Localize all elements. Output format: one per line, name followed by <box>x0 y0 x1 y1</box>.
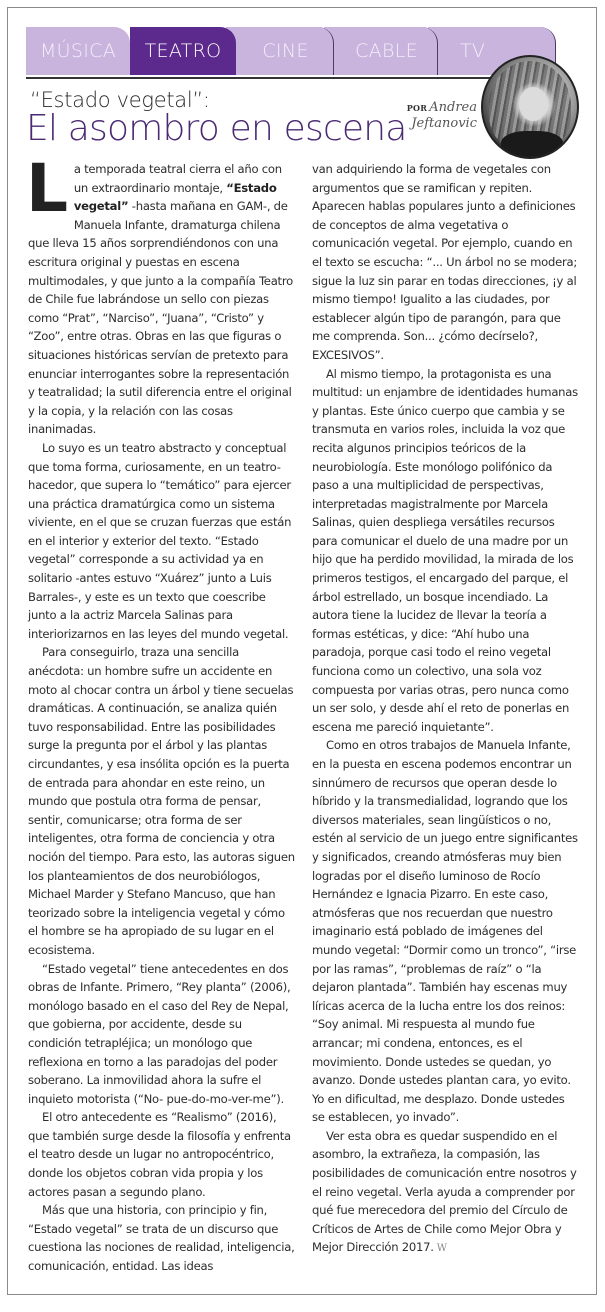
paragraph-8: Como en otros trabajos de Manuela Infante, en la puesta en escena podemos encontrar un sinnúmero de recursos que operan desde lo híbrido y la transmedialidad, logrando que los diversos materiales, sean lingüísticos o no, estén al servicio de un juego entre significantes y significados, creando atmósferas muy bien logradas por el diseño luminoso de Rocío Hernández e Ignacia Pizarro. En este caso, atmósferas que nos recuerdan que nuestro imaginario está poblado de imágenes del mundo vegetal: “Dormir como un tronco”, “irse por las ramas”, “problemas de raíz” o “la dejaron plantada”. También hay escenas muy líricas acerca de la lucha entre los dos reinos: “Soy animal. Mi respuesta al mundo fue arrancar; mi condena, entonces, es el movimiento. Donde ustedes se quedan, yo avanzo. Donde ustedes plantan cara, yo evito. Yo en dificultad, me desplazo. Donde ustedes se establecen, yo invado”. <box>312 738 578 1125</box>
paragraph-4: “Estado vegetal” tiene antecedentes en dos obras de Infante. Primero, “Rey planta” (2006), monólogo basado en el caso del Rey de Nepal, que gobierna, por accidente, desde su condición tetrapléjica; un monólogo que reflexiona en torno a las paradojas del poder soberano. La inmovilidad ahora la sufre el inquieto motorista (“No- pue-do-mo-ver-me”). <box>28 961 291 1106</box>
paragraph-text: a temporada teatral cierra el año con un extraordinario montaje, <box>73 162 282 195</box>
paragraph-7: Al mismo tiempo, la protagonista es una multitud: un enjambre de identidades humanas y plantas. Este único cuerpo que cambia y se transmuta en varios roles, incluida la voz que recita algunos principios teóricos de la neurobiología. Este monólogo polifónico da paso a una multiplicidad de perspectivas, interpretadas magistralmente por Marcela Salinas, quien despliega versátiles recursos para comunicar el duelo de una madre por un hijo que ha perdido movilidad, la mirada de los primeros testigos, el encargado del parque, el árbol estrellado, un bosque incendiado. La autora tiene la lucidez de llevar la teoría a formas estéticas, y dice: “Ahí hubo una paradoja, porque casi todo el reino vegetal funciona como un colectivo, una sola voz compuesta por varias otras, pero nunca como un ser solo, y desde ahí el reto de ponerlas en escena me pareció inquietante”. <box>312 366 578 734</box>
paragraph-3: Para conseguirlo, traza una sencilla anécdota: un hombre sufre un accidente en moto al chocar contra un árbol y tiene secuelas dramáticas. A continuación, se analiza quién tuvo responsabilidad. Entre las posibilidades surge la pregunta por el árbol y las plantas circundantes, y esa insólita opción es la puerta de entrada para ahondar en este reino, un mundo que postula otra forma de pensar, sentir, comunicarse; otra forma de ser inteligentes, otra forma de conciencia y otra noción del tiempo. Para esto, las autoras siguen los planteamientos de dos neurobiólogos, Michael Marder y Stefano Mancuso, que han teorizado sobre la inteligencia vegetal y cómo el hombre se ha apropiado de su lugar en el ecosistema. <box>28 645 295 957</box>
paragraph-text: Ver esta obra es quedar suspendido en el asombro, la extrañeza, la compasión, las posibilidades de comunicación entre nosotros y el reino vegetal. Verla ayuda a comprender por qué fue merecedora del premio del Círculo de Críticos de Artes de Chile como Mejor Obra y Mejor Dirección 2017. <box>312 1128 577 1255</box>
drop-cap: L <box>26 150 68 227</box>
paragraph-2: Lo suyo es un teatro abstracto y conceptual que toma forma, curiosamente, en un teatro-hacedor, que supera lo “temático” para ejercer una práctica dramatúrgica como un sistema viviente, en el que se cruzan fuerzas que están en el interior y exterior del texto. “Estado vegetal” corresponde a su actividad ya en solitario -antes estuvo “Xuárez” junto a Luis Barrales-, y este es un texto que coescribe junto a la actriz Marcela Salinas para interiorizarnos en las leyes del mundo vegetal. <box>28 440 292 641</box>
tab-cable[interactable] <box>324 27 438 75</box>
section-tabs <box>26 27 556 79</box>
tab-label: TV <box>460 40 486 62</box>
paragraph-1 <box>26 150 296 439</box>
tab-label: CABLE <box>355 40 418 62</box>
tab-label: CINE <box>262 40 309 62</box>
column-left <box>26 150 296 1276</box>
author-photo-shoulders <box>501 131 563 159</box>
play-title-bold: “Estado vegetal” <box>73 180 277 214</box>
tab-teatro[interactable] <box>130 27 236 75</box>
author-first-name: Andrea <box>429 100 477 115</box>
article-kicker: “Estado vegetal”: <box>30 88 210 112</box>
byline-prefix: POR <box>406 103 428 113</box>
tab-musica[interactable] <box>26 27 130 75</box>
end-mark-icon: W <box>436 1243 447 1255</box>
paragraph-5: El otro antecedente es “Realismo” (2016), que también surge desde la filosofía y enfrenta el teatro desde un lugar no antropocéntrico, donde los objetos cobran vida propia y los actores pasan a segundo plano. <box>28 1110 291 1199</box>
byline <box>392 100 477 131</box>
author-last-name: Jeftanovic <box>411 116 477 131</box>
tab-label: MÚSICA <box>39 40 117 62</box>
article-headline: El asombro en escena <box>26 108 407 149</box>
paragraph-6-continued: van adquiriendo la forma de vegetales con argumentos que se ramifican y repiten. Aparecen hablas populares junto a definiciones de conceptos de alma vegetativa o comunicación vegetal. Por ejemplo, cuando en el texto se escucha: “... Un árbol no se modera; sigue la luz sin parar en todas direcciones, ¡y al mismo tiempo! Igualito a las ciudades, por establecer algún tipo de parangón, para que me comprenda. Son... ¿cómo decírselo?, EXCESIVOS”. <box>312 162 578 362</box>
paragraph-text: -hasta mañana en GAM-, de Manuela Infante, dramaturga chilena que lleva 15 años sorprendiéndonos con una escritura original y puestas en escena multimodales, y que junto a la compañía Teatro de Chile fue labrándose un sello con piezas como “Prat”, “Narciso”, “Juana”, “Cristo” y “Zoo”, entre otras. Obras en las que figuras o situaciones históricas servían de pretexto para enunciar interrogantes sobre la representación y teatralidad; la sutil diferencia entre el original y la copia, y la relación con las cosas inanimadas. <box>28 199 293 437</box>
column-right <box>312 160 580 1259</box>
author-photo-face <box>519 87 547 121</box>
tab-cine[interactable] <box>226 27 334 75</box>
author-photo <box>481 55 579 159</box>
paragraph-6-start: Más que una historia, con principio y fin, “Estado vegetal” se trata de un discurso que cuestiona las nociones de realidad, inteligencia, comunicación, entidad. Las ideas <box>28 1203 295 1274</box>
paragraph-9 <box>312 1127 580 1259</box>
tab-label: TEATRO <box>144 40 222 62</box>
